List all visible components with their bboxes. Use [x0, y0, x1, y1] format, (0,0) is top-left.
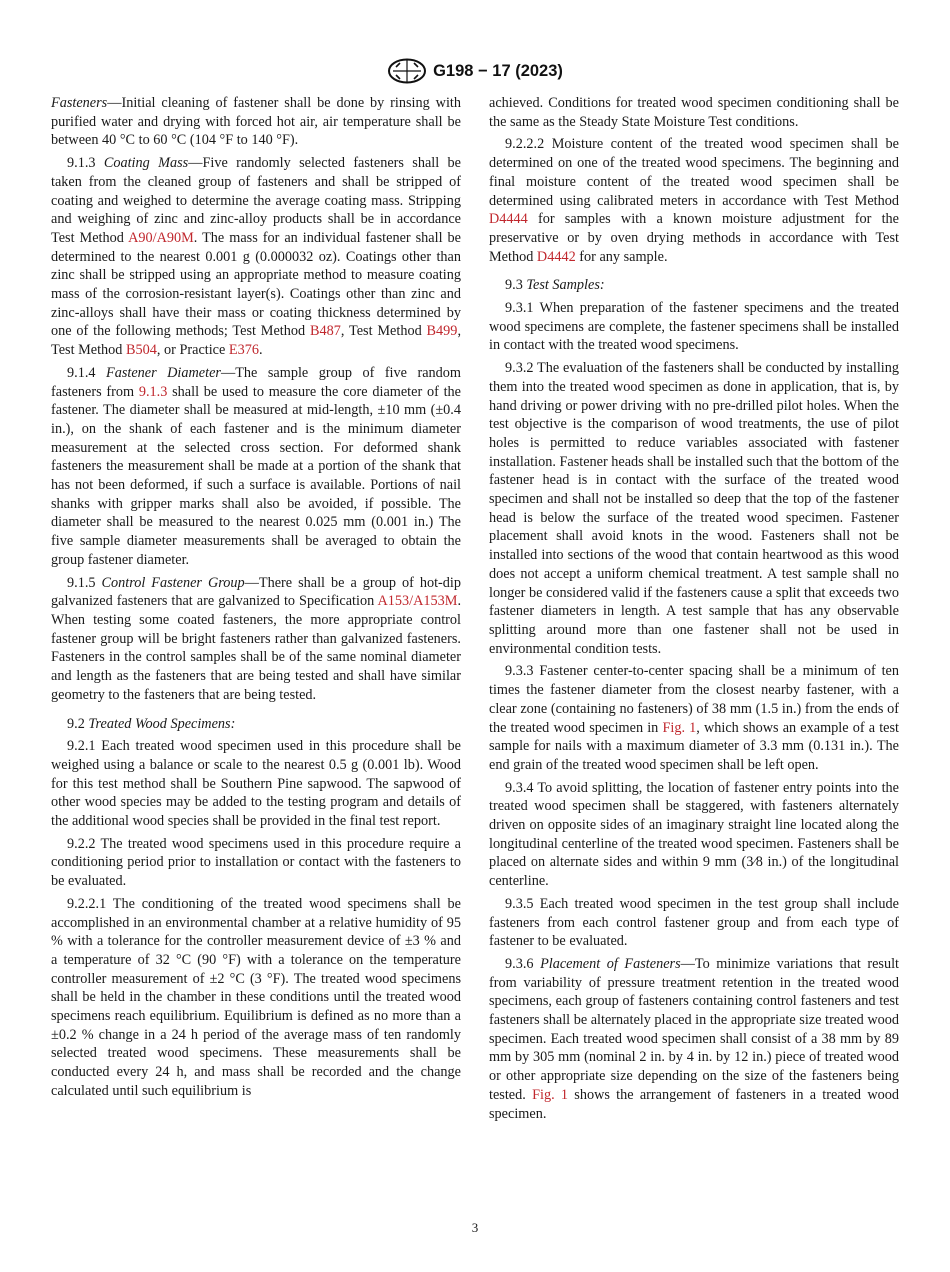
document-designation: G198 − 17 (2023): [433, 61, 563, 80]
paragraph-9-3-6: 9.3.6 Placement of Fasteners—To minimize variations that result from variability of pressure treatment retention in the treated wood specimens, each group of fasteners containing control fasteners and test fasteners shall be alternately placed in the appropriate size treated wood specimen. Each treated wood specimen shall consist of a 38 mm by 89 mm by 305 mm (nominal 2 in. by 4 in. by 12 in.) piece of treated wood or other appropriate size depending on the size of the fasteners being tested. Fig. 1 shows the arrangement of fasteners in a treated wood specimen.: [489, 955, 899, 1122]
paragraph-9-3-5: 9.3.5 Each treated wood specimen in the test group shall include fasteners from each control fastener group and from each type of fastener to be evaluated.: [489, 895, 899, 950]
ref-fig1-link[interactable]: Fig. 1: [662, 719, 697, 736]
paragraph-9-3-3: 9.3.3 Fastener center-to-center spacing shall be a minimum of ten times the fastener diameter from the closest nearby fastener, with a clear zone (containing no fasteners) of 38 mm (1.5 in.) from the ends of the treated wood specimen in Fig. 1, which shows an example of a test sample for nails with a maximum diameter of 3.3 mm (0.131 in.). The end grain of the treated wood specimen shall be left open.: [489, 663, 899, 773]
paragraph-9-3-2: 9.3.2 The evaluation of the fasteners shall be conducted by installing them into the treated wood specimen as done in application, that is, by hand driving or power driving with no pre-drilled pilot holes. When the test objective is the comparison of wood treatments, the use of pilot holes is permitted to reduce variables associated with fastener installation. Fastener heads shall be installed such that the bottom of the fastener head is in contact with the surface of the treated wood specimen and shall not be installed so deep that the top of the fastener head is below the surface of the treated wood specimen. Fastener placement shall avoid knots in the wood. Fasteners shall not be installed into sections of the wood that contain heartwood as this wood does not accept a uniform chemical treatment. A test sample shall no longer be considered valid if the fasteners cause a split that exceeds two fastener diameters in length. A test sample that has any observable splitting around more than one fastener shall not be used in environmental condition tests.: [489, 360, 899, 657]
paragraph-9-3-4: 9.3.4 To avoid splitting, the location of fastener entry points into the treated wood specimen shall be staggered, with fasteners alternately driven on opposite sides of an imaginary straight line located along the longitudinal centerline of the treated wood specimen. Fasteners shall be placed on alternate sides and within 9 mm (3⁄8 in.) of the longitudinal centerline.: [489, 779, 899, 890]
paragraph-9-3-1: 9.3.1 When preparation of the fastener specimens and the treated wood specimens are complete, the fastener specimens shall be installed in contact with the treated wood specimens.: [489, 300, 899, 354]
paragraph-9-2-2-2: 9.2.2.2 Moisture content of the treated wood specimen shall be determined on one of the treated wood specimens. The beginning and final moisture content of the treated wood specimen shall be determined using calibrated meters in accordance with Test Method D4444 for samples with a known moisture adjustment for the preservative or by oven drying methods in accordance with Test Method D4442 for any sample.: [489, 136, 899, 265]
paragraph-9-1-5: 9.1.5 Control Fastener Group—There shall be a group of hot-dip galvanized fasteners that are galvanized to Specification A153/A153M. When testing some coated fasteners, the more appropriate control fastener group will be bright fasteners rather than galvanized fasteners. Fasteners in the control samples shall be of the same nominal diameter and length as the fasteners that are being tested and shall have similar geometry to the fasteners that are being tested.: [51, 574, 462, 703]
paragraph-9-2-2-1: 9.2.2.1 The conditioning of the treated wood specimens shall be accomplished in an environmental chamber at a relative humidity of 95 % with a tolerance for the controller measurement device of ±3 % and a temperature of 32 °C (90 °F) with a tolerance on the temperature controller measurement of ±2 °C (3 °F). The treated wood specimens shall be held in the chamber in these conditions until the treated wood specimens reach equilibrium. Equilibrium is defined as no more than a ±0.2 % change in a 24 h period of the average mass of ten randomly selected treated wood specimens. These measurements shall be conducted every 24 h, and mass shall be recorded and the change calculated until such equilibrium is: [51, 895, 461, 1099]
paragraph-9-2-2: 9.2.2 The treated wood specimens used in this procedure require a conditioning period prior to installation or contact with the fasteners to be evaluated.: [51, 835, 461, 890]
ref-fig1-link[interactable]: Fig. 1: [532, 1086, 569, 1103]
ref-9-1-3-link[interactable]: 9.1.3: [138, 383, 168, 400]
ref-d4442-link[interactable]: D4442: [536, 248, 576, 265]
paragraph-9-1-4: 9.1.4 Fastener Diameter—The sample group of five random fasteners from 9.1.3 shall be used to measure the core diameter of the fastener. The diameter shall be measured at mid-length, ±10 mm (±0.4 in.), on the shank of each fastener and is the minimum diameter measurement at the selected cross section. For deformed shank fasteners the measurement shall be made at a portion of the shank that has not been deformed, if such a surface is available. Portions of nail shanks with gripper marks shall also be avoided, if possible. The diameter shall be measured to the nearest 0.025 mm (0.001 in.) The five sample diameter measurements shall be averaged to obtain the group fastener diameter.: [51, 364, 461, 568]
ref-b504-link[interactable]: B504: [126, 342, 157, 359]
ref-a90-link[interactable]: A90/A90M: [128, 229, 194, 246]
astm-logo-icon: [387, 58, 427, 84]
ref-b499-link[interactable]: B499: [426, 323, 458, 340]
paragraph-9-1-3: 9.1.3 Coating Mass—Five randomly selected fasteners shall be taken from the cleaned group of fasteners and shall be stripped of coating and weighed to determine the average coating mass. Stripping and weighing of zinc and zinc-alloy products shall be in accordance Test Method A90/A90M. The mass for an individual fastener shall be determined to the nearest 0.001 g (0.000032 oz). Coatings other than zinc shall be stripped using an appropriate method to measure coating mass of the corrosion-resistant layer(s). Coatings other than zinc and zinc-alloys shall have their mass or coating thickness determined by one of the following methods; Test Method B487, Test Method B499, Test Method B504, or Practice E376.: [51, 155, 462, 359]
paragraph: achieved. Conditions for treated wood specimen conditioning shall be the same as the Steady State Moisture Test conditions.: [489, 95, 899, 130]
ref-e376-link[interactable]: E376: [228, 342, 259, 359]
ref-a153-link[interactable]: A153/A153M: [377, 593, 458, 610]
page-header: [0, 56, 950, 86]
ref-b487-link[interactable]: B487: [309, 323, 341, 340]
section-heading-9-3: 9.3 Test Samples:: [505, 277, 605, 294]
paragraph-9-2-1: 9.2.1 Each treated wood specimen used in this procedure shall be weighed using a balance or scale to the nearest 0.5 g (0.001 lb). Wood for this test method shall be Southern Pine sapwood. The sapwood of other wood species may be added to the testing program and details of the additional wood species shall be provided in the final test report.: [51, 738, 461, 830]
paragraph: Fasteners—Initial cleaning of fastener shall be done by rinsing with purified water and drying with forced hot air, air temperature shall be between 40 °C to 60 °C (104 °F to 140 °F).: [51, 95, 461, 149]
ref-d4444-link[interactable]: D4444: [489, 211, 528, 228]
page-number: 3: [471, 1220, 479, 1235]
section-heading-9-2: 9.2 Treated Wood Specimens:: [67, 715, 236, 732]
right-column: [489, 94, 899, 1123]
left-column: [51, 94, 461, 1101]
